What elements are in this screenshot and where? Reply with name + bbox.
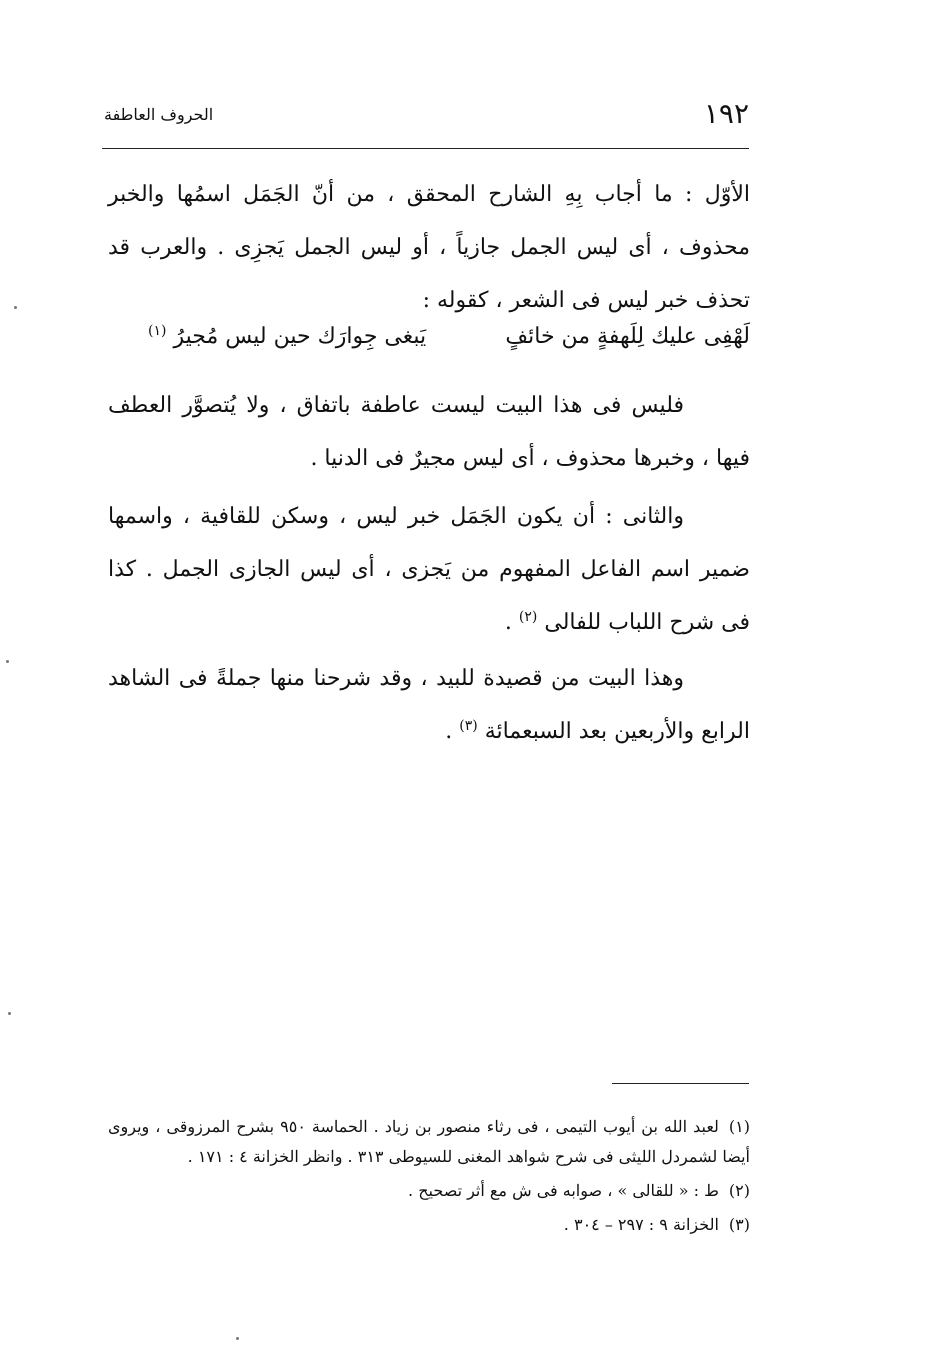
verse-first-hemistich-text: لَهْفِى عليك لِلَهفةٍ من خائفٍ bbox=[505, 324, 750, 349]
verse-first-hemistich bbox=[505, 324, 750, 349]
page-header bbox=[104, 96, 749, 138]
paragraph-2 bbox=[108, 379, 750, 485]
footnote-ref-1: (١) bbox=[148, 323, 167, 339]
footnote-3-number: (٣) bbox=[728, 1215, 750, 1234]
footnotes bbox=[108, 1112, 750, 1244]
running-title: الحروف العاطفة bbox=[104, 105, 214, 124]
footnote-2-text: ط : « للقالى » ، صوابه فى ش مع أثر تصحيح . bbox=[408, 1181, 719, 1200]
footnote-1-text: لعبد الله بن أيوب التيمى ، فى رثاء منصور بن زياد . الحماسة ٩٥٠ بشرح المرزوقى ، ويروى أيضا لشمردل الليثى فى شرح شواهد المغنى للسيوطى ٣١٣ . وانظر الخزانة ٤ : ١٧١ . bbox=[108, 1117, 750, 1166]
footnote-3 bbox=[108, 1210, 750, 1240]
scan-speck bbox=[6, 660, 9, 663]
footnote-ref-3: (٣) bbox=[459, 718, 478, 734]
footnote-divider bbox=[612, 1083, 749, 1084]
footnote-3-text: الخزانة ٩ : ٢٩٧ – ٣٠٤ . bbox=[563, 1215, 719, 1234]
paragraph-3-text: والثانى : أن يكون الجَمَل خبر ليس ، وسكن للقافية ، واسمها ضمير اسم الفاعل المفهوم من يَجزى ، أى ليس الجازى الجمل . كذا فى شرح اللباب للفالى bbox=[108, 504, 750, 635]
scan-speck bbox=[236, 1337, 239, 1340]
paragraph-2-text: فليس فى هذا البيت ليست عاطفة باتفاق ، ولا يُتصوَّر العطف فيها ، وخبرها محذوف ، أى ليس مجيرٌ فى الدنيا . bbox=[108, 393, 750, 471]
paragraph-4 bbox=[108, 652, 750, 761]
paragraph-3 bbox=[108, 490, 750, 652]
paragraph-3-text-block bbox=[108, 490, 750, 652]
paragraph-4-end: . bbox=[445, 719, 460, 744]
scan-speck bbox=[14, 306, 17, 309]
page-number: ١٩٢ bbox=[703, 97, 749, 130]
paragraph-1-text: الأوّل : ما أجاب بِهِ الشارح المحقق ، من أنّ الجَمَل اسمُها والخبر محذوف ، أى ليس الجمل جازياً ، أو ليس الجمل يَجزِى . والعرب قد تحذف خبر ليس فى الشعر ، كقوله : bbox=[108, 182, 750, 313]
footnote-1-number: (١) bbox=[728, 1117, 751, 1136]
paragraph-1 bbox=[108, 168, 750, 327]
paragraph-4-text: وهذا البيت من قصيدة للبيد ، وقد شرحنا منها جملةً فى الشاهد الرابع والأربعين بعد السبعمائة bbox=[108, 666, 750, 744]
verse-second-hemistich-text: يَبغى جِوارَك حين ليس مُجيرُ bbox=[173, 324, 427, 349]
footnote-1 bbox=[108, 1112, 750, 1172]
paragraph-3-end: . bbox=[504, 610, 519, 635]
paragraph-4-text-block bbox=[108, 652, 750, 761]
poetry-verse bbox=[108, 318, 750, 366]
footnote-2 bbox=[108, 1176, 750, 1206]
footnote-ref-2: (٢) bbox=[518, 609, 538, 625]
footnote-2-number: (٢) bbox=[728, 1181, 750, 1200]
verse-second-hemistich bbox=[148, 324, 426, 349]
scan-speck bbox=[8, 1012, 11, 1015]
header-divider bbox=[102, 148, 749, 149]
